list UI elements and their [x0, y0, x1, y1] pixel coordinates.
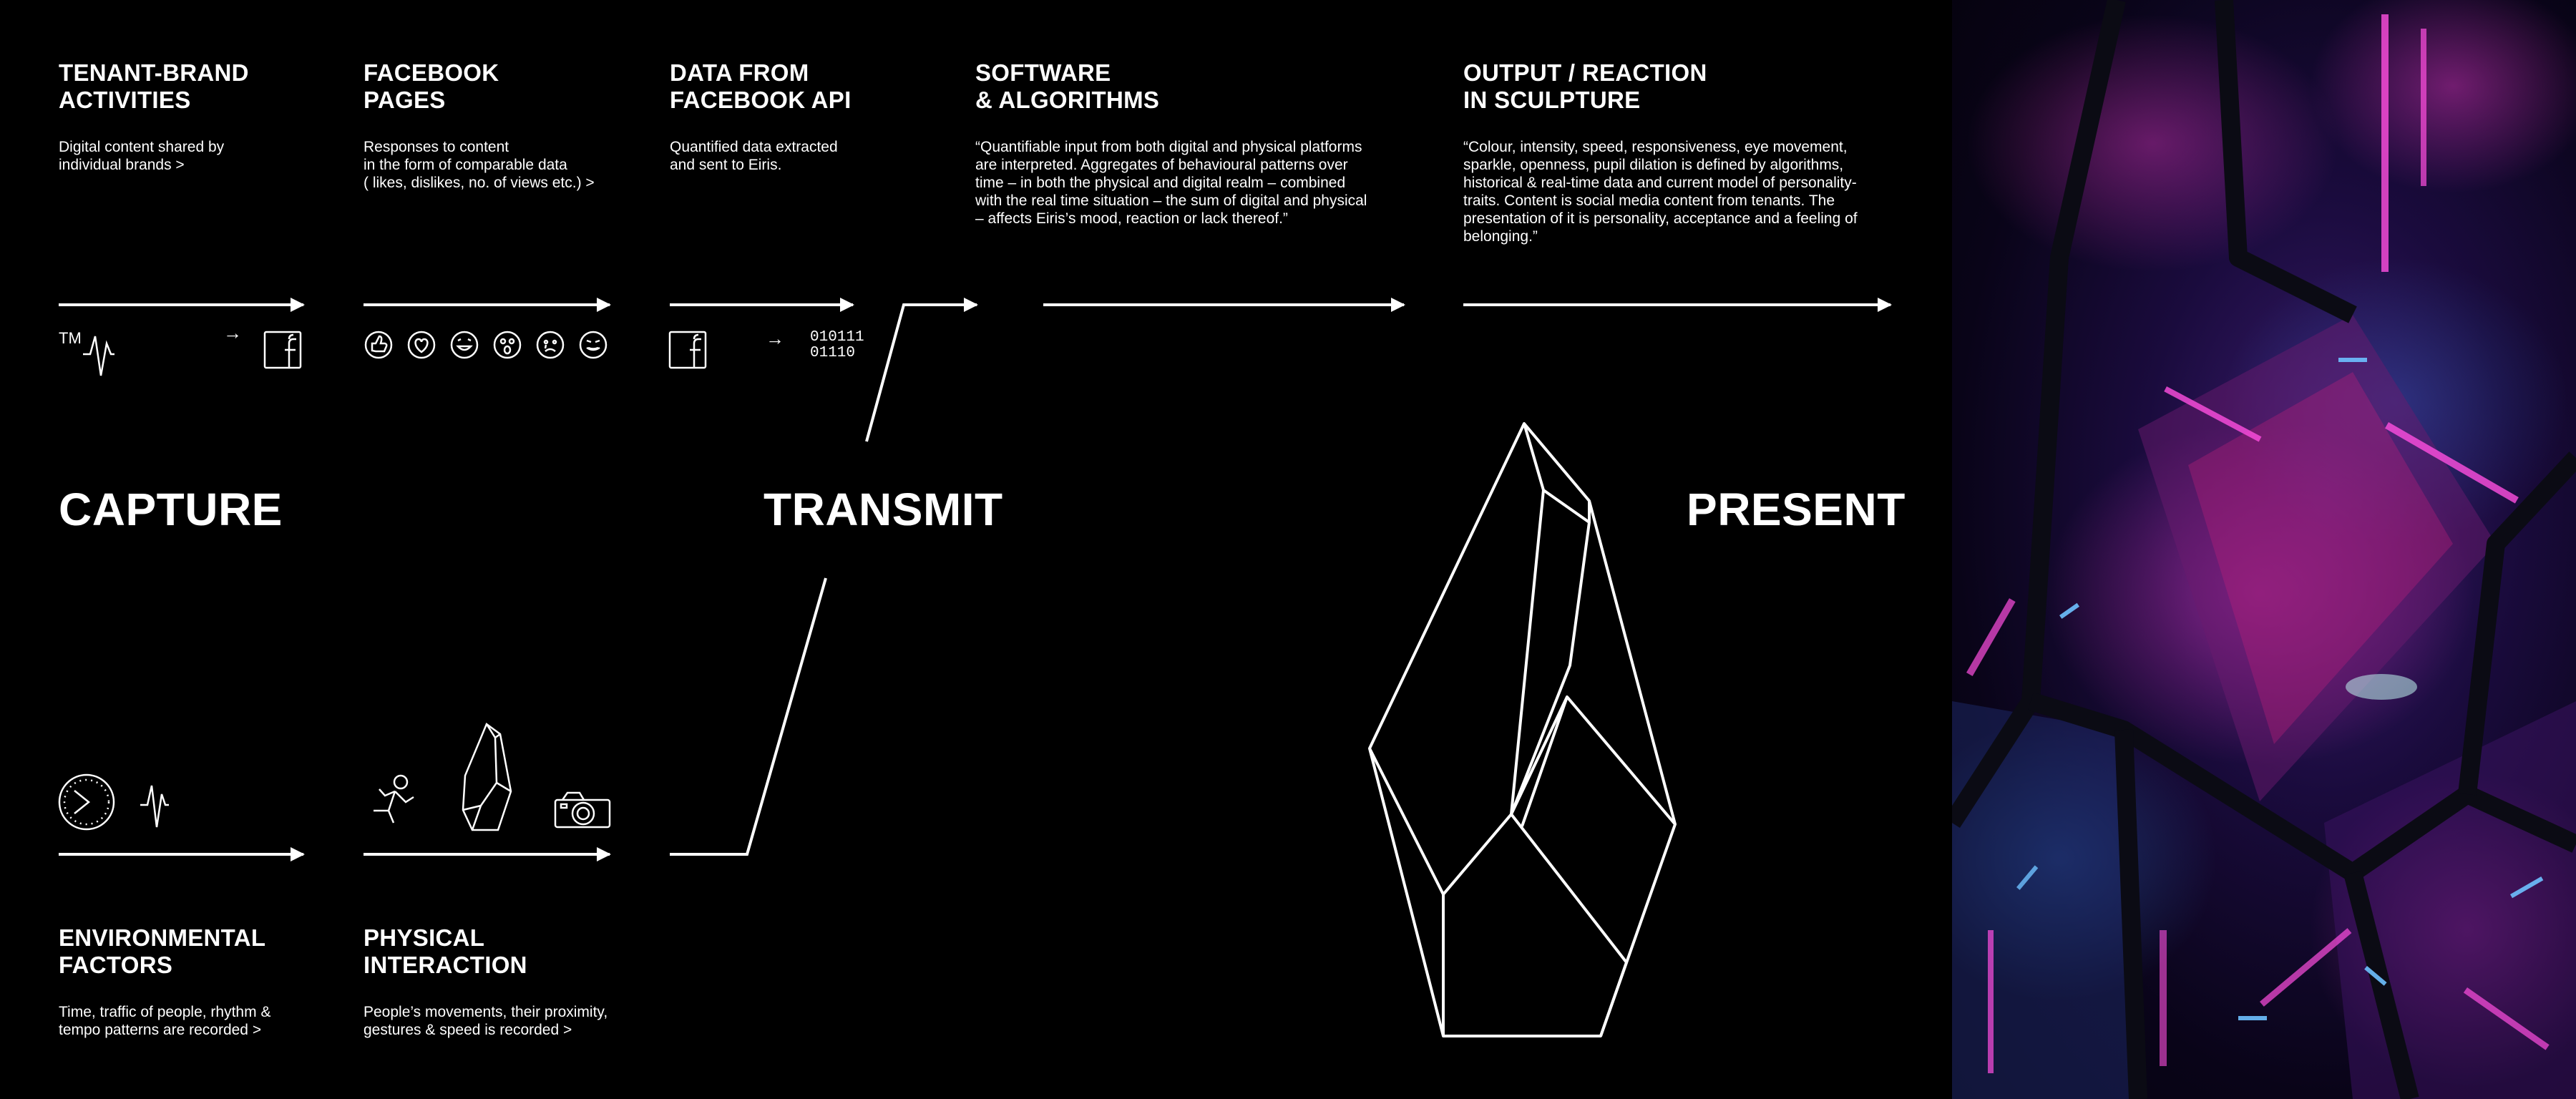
small-arrow-glyph: →: [766, 328, 784, 349]
physical-desc: People’s movements, their proximity, gestures & speed is recorded >: [364, 1004, 608, 1038]
facebook-api-title: DATA FROM FACEBOOK API: [670, 59, 852, 113]
stage-capture: CAPTURE: [59, 484, 283, 535]
tenant-brand-block: [59, 59, 331, 174]
pulse-icon: [140, 786, 169, 827]
facebook-icon: [670, 332, 706, 368]
stage-present: PRESENT: [1687, 484, 1906, 535]
output-desc: “Colour, intensity, speed, responsiveness, eye movement, sparkle, openness, pupil dilation is defined by algorithms, historical & real-time data and current model of personality- traits. Content is social media content from tenants. The presentation of it is personality, acceptance and a feeling of belonging.”: [1463, 139, 1858, 245]
tenant-brand-title: TENANT-BRAND ACTIVITIES: [59, 59, 249, 113]
angry-face-icon: [580, 332, 606, 358]
binary-data-icon: 010111 01110: [810, 329, 864, 361]
running-person-icon: [374, 776, 414, 823]
installation-photo: [1952, 0, 2576, 1099]
environmental-block: [59, 924, 345, 1039]
facebook-icon: [265, 332, 301, 368]
clock-icon: [59, 775, 114, 829]
trademark-pulse-icon: [83, 336, 114, 376]
facebook-pages-title: FACEBOOK PAGES: [364, 59, 499, 113]
environmental-desc: Time, traffic of people, rhythm & tempo patterns are recorded >: [59, 1004, 271, 1038]
crystal-icon: [463, 724, 511, 830]
photo-art: [1952, 0, 2576, 1099]
tenant-brand-desc: Digital content shared by individual brands >: [59, 139, 225, 173]
software-block: [975, 59, 1448, 228]
facebook-pages-block: [364, 59, 650, 192]
facebook-api-block: [670, 59, 942, 174]
sad-face-icon: [537, 332, 563, 358]
stage-transmit: TRANSMIT: [763, 484, 1003, 535]
software-title: SOFTWARE & ALGORITHMS: [975, 59, 1160, 113]
output-title: OUTPUT / REACTION IN SCULPTURE: [1463, 59, 1707, 113]
output-block: [1463, 59, 1928, 245]
software-desc: “Quantifiable input from both digital and physical platforms are interpreted. Aggregates of behavioural patterns over time – in both the physical and digital realm – combined with the real time situation – the sum of digital and physical – affects Eiris’s mood, reaction or lack thereof.”: [975, 139, 1367, 227]
environmental-title: ENVIRONMENTAL FACTORS: [59, 924, 266, 978]
camera-icon: [555, 793, 610, 827]
thumbs-up-icon: [366, 332, 391, 358]
sculpture-crystal: [1370, 424, 1675, 1036]
physical-title: PHYSICAL INTERACTION: [364, 924, 527, 978]
facebook-api-desc: Quantified data extracted and sent to Eiris.: [670, 139, 838, 173]
arrow-merge-top: [867, 305, 977, 441]
trademark-label: TM: [59, 329, 82, 347]
facebook-pages-desc: Responses to content in the form of comparable data ( likes, dislikes, no. of views etc.) >: [364, 139, 595, 191]
surprised-face-icon: [494, 332, 520, 358]
heart-icon: [409, 332, 434, 358]
small-arrow-glyph: →: [223, 322, 242, 343]
laughing-face-icon: [452, 332, 477, 358]
physical-block: [364, 924, 664, 1039]
arrow-merge-bottom: [670, 578, 826, 854]
